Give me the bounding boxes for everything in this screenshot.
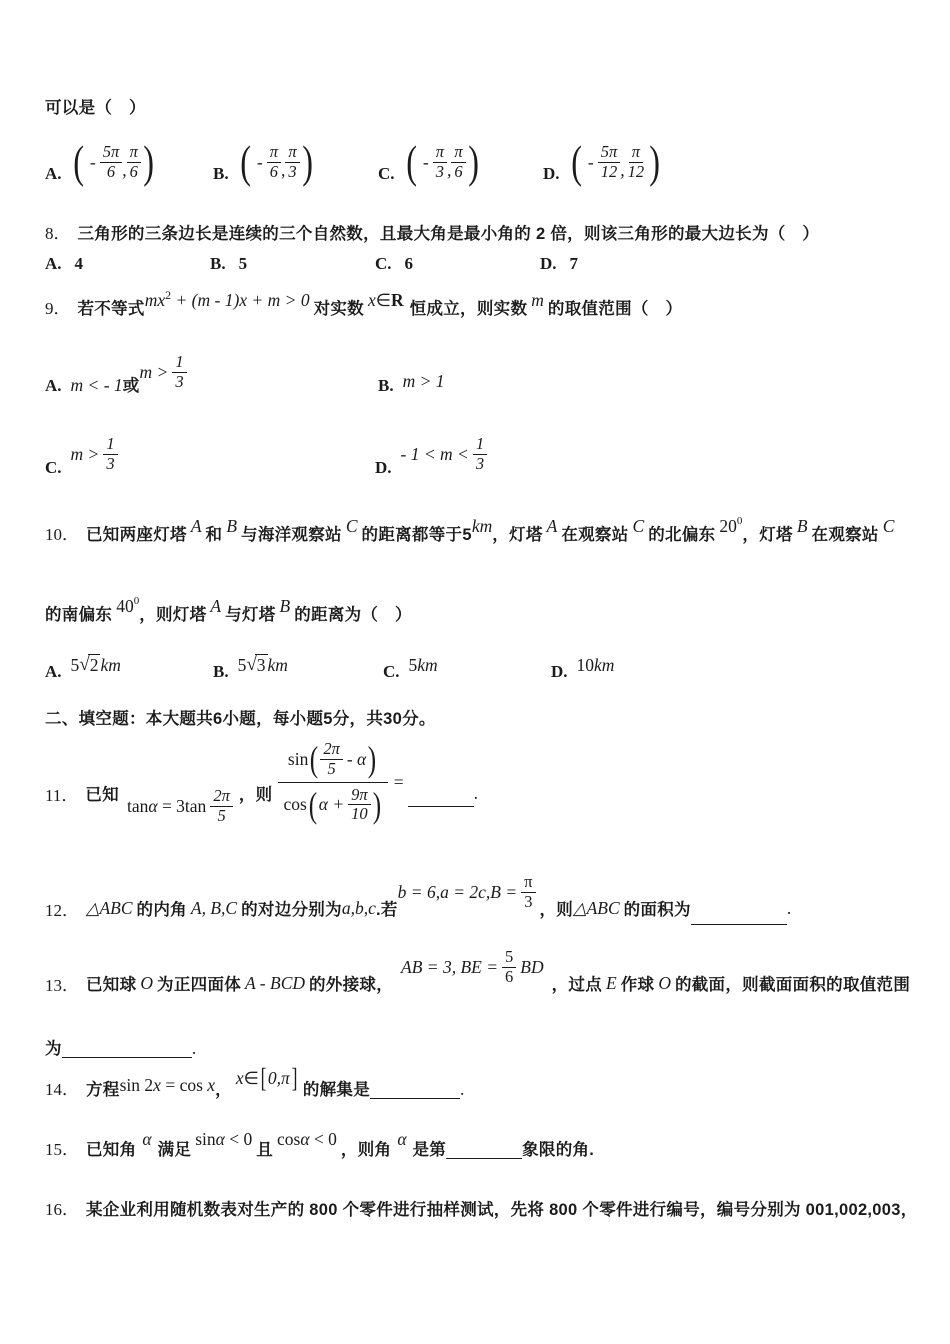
answer-blank xyxy=(408,790,474,807)
q15-text-2: 满足 xyxy=(157,1141,192,1159)
q16-stem-text: 某企业利用随机数表对生产的 800 个零件进行抽样测试，先将 800 个零件进行编号，编号分别为 001,002,003， xyxy=(86,1201,918,1219)
q13-text-4: ，过点 xyxy=(551,976,602,994)
option-letter: D. xyxy=(543,164,560,183)
lighthouse-a-var: A xyxy=(210,596,222,616)
option-a-part-2: m > $\frac{1}{3}$ xyxy=(140,353,187,392)
question-number: 10． xyxy=(45,525,79,544)
right-paren: ) xyxy=(368,739,377,780)
alpha-var: α xyxy=(142,1129,152,1149)
q8-stem xyxy=(45,219,819,244)
fraction: $\frac{1}{3}$ xyxy=(473,435,487,474)
q15-text-3: 且 xyxy=(256,1141,274,1159)
q8-stem-text: 三角形的三条边长是连续的三个自然数，且最大角是最小角的 2 倍，则该三角形的最大边长为（ ） xyxy=(77,225,820,243)
fraction: $\frac{2\pi}{5}$ xyxy=(210,787,233,826)
q10-text-13: 的距离为（ ） xyxy=(294,606,412,624)
alpha-var: α xyxy=(397,1129,407,1149)
q11-big-fraction xyxy=(278,740,387,825)
question-number: 16． xyxy=(45,1200,79,1219)
q10-text-6: 在观察站 xyxy=(561,526,629,544)
question-number: 14． xyxy=(45,1080,79,1099)
period: . xyxy=(786,897,792,918)
question-number: 11． xyxy=(45,785,79,805)
q14-equation: sin 2x = cos x xyxy=(119,1075,216,1095)
q12-text-1: 的内角 xyxy=(136,901,187,919)
fraction: $\frac{1}{3}$ xyxy=(103,435,117,474)
q10-text-3: 与海洋观察站 xyxy=(241,526,342,544)
fraction: $\frac{2\pi}{5}$ xyxy=(320,740,343,779)
q7-options-row xyxy=(45,134,662,190)
fraction: $\frac{1}{3}$ xyxy=(172,353,186,392)
q15-text-4: ，则角 xyxy=(340,1141,392,1159)
q10-option-a xyxy=(45,654,213,682)
q13-given-formula: AB = 3, BE = $\frac{5}{6}$ BD xyxy=(401,946,544,986)
fraction: $\frac{\pi}{6}$ xyxy=(451,143,465,182)
sqrt: √ 3 xyxy=(246,654,266,675)
km-unit: km xyxy=(471,516,493,536)
q10-stem-line-2 xyxy=(45,585,412,625)
q12-given-formula: b = 6,a = 2c,B = $\frac{\pi}{3}$ xyxy=(398,873,536,912)
left-paren: ( xyxy=(310,739,319,780)
q8-options-row xyxy=(45,254,587,274)
q9-stem-text-2: 对实数 xyxy=(313,300,364,318)
q10-text-11: ，则灯塔 xyxy=(139,606,207,624)
station-c-var: C xyxy=(345,516,358,536)
q10-option-d xyxy=(551,655,614,682)
comma: , xyxy=(122,159,127,180)
left-paren: ( xyxy=(405,136,417,187)
option-letter: C. xyxy=(45,458,62,477)
q14-text-1: 方程 xyxy=(86,1081,120,1099)
q10-text-4: 的距离都等于5 xyxy=(361,526,472,544)
station-c-var: C xyxy=(632,516,645,536)
q10-stem-line-1 xyxy=(45,505,894,545)
q16-stem xyxy=(45,1195,918,1220)
section-2-header xyxy=(45,705,436,729)
option-b-value: 5 √ 3 km xyxy=(237,654,288,675)
option-value: 5 xyxy=(238,254,248,273)
q7-stem-tail xyxy=(45,94,146,118)
left-paren: ( xyxy=(72,136,84,187)
lighthouse-a-var: A xyxy=(190,516,202,536)
option-letter: C. xyxy=(383,662,400,681)
q14-text-2: 的解集是 xyxy=(302,1081,371,1099)
minus-sign: - xyxy=(256,151,263,172)
big-fraction-numerator: sin ( $\frac{2\pi}{5}$ - α ) xyxy=(287,738,377,780)
q10-text-5: ，灯塔 xyxy=(492,526,543,544)
option-b-formula: m > 1 xyxy=(402,371,445,391)
q10-text-8: ，灯塔 xyxy=(742,526,793,544)
q14-comma: ， xyxy=(215,1081,232,1099)
fraction: $\frac{\pi}{6}$ xyxy=(127,143,141,182)
q15-text-1: 已知角 xyxy=(86,1141,137,1159)
option-a-value: 5 √ 2 km xyxy=(70,654,121,675)
q13-stem-line-2 xyxy=(45,1035,196,1059)
left-paren: ( xyxy=(308,784,317,825)
q12-text-5: 的面积为 xyxy=(623,901,691,919)
option-letter: A. xyxy=(45,376,62,395)
option-letter: A. xyxy=(45,164,62,183)
sqrt: √ 2 xyxy=(79,654,99,675)
q10-option-c xyxy=(383,655,551,682)
question-number: 9． xyxy=(45,299,71,318)
answer-blank xyxy=(62,1041,192,1058)
q7-option-a xyxy=(45,136,213,187)
sphere-o-var: O xyxy=(140,972,154,993)
option-letter: D. xyxy=(540,254,557,273)
point-e-var: E xyxy=(606,972,617,993)
right-paren: ) xyxy=(649,136,661,187)
right-paren: ) xyxy=(301,136,313,187)
lighthouse-b-var: B xyxy=(279,596,291,616)
q9-options-row-2 xyxy=(45,428,487,478)
q7-option-c xyxy=(378,136,543,187)
q12-text-3: .若 xyxy=(375,901,398,919)
q10-text-10: 的南偏东 xyxy=(45,606,113,624)
q13-text-6: 的截面，则截面面积的取值范围 xyxy=(674,976,911,994)
option-letter: D. xyxy=(375,458,392,477)
right-paren: ) xyxy=(143,136,154,187)
fraction: $\frac{5}{6}$ xyxy=(502,948,516,987)
question-number: 12． xyxy=(45,900,79,920)
q14-domain: x ∈ [ 0,π ] xyxy=(235,1063,298,1093)
big-fraction-denominator: cos ( α + $\frac{9\pi}{10}$ ) xyxy=(278,782,387,825)
q9-m-var: m xyxy=(531,290,544,310)
fraction: $\frac{\pi}{3}$ xyxy=(521,873,535,912)
fraction: $\frac{5\pi}{6}$ xyxy=(100,143,123,182)
comma: , xyxy=(446,159,452,180)
q9-stem-text-1: 若不等式 xyxy=(77,300,145,318)
q13-text-7: 为 xyxy=(45,1040,62,1058)
comma: , xyxy=(620,159,625,180)
q14-stem xyxy=(45,1063,465,1100)
q7-stem-text: 可以是（ ） xyxy=(45,99,146,117)
option-value: 4 xyxy=(74,254,84,273)
minus-sign: - xyxy=(89,151,96,172)
minus-sign: - xyxy=(587,151,594,172)
q10-options-row xyxy=(45,648,614,682)
q15-stem xyxy=(45,1122,594,1160)
section-2-title: 二、填空题：本大题共6小题，每小题5分，共30分。 xyxy=(45,710,436,728)
option-c-formula: m > $\frac{1}{3}$ xyxy=(71,435,118,474)
q8-option-c xyxy=(375,254,540,274)
period: . xyxy=(460,1079,465,1099)
radical-sign: √ xyxy=(79,654,90,675)
question-number: 15． xyxy=(45,1140,79,1159)
q13-stem-line-1 xyxy=(45,941,910,1003)
option-letter: B. xyxy=(210,254,226,273)
q9-inequality-formula: $mx^2 + (m - 1)x + m > 0$ xyxy=(144,288,310,310)
period: . xyxy=(191,1038,197,1058)
fraction: $\frac{\pi}{3}$ xyxy=(433,143,447,182)
option-value: 6 xyxy=(404,254,414,273)
option-letter: D. xyxy=(551,662,568,681)
option-letter: B. xyxy=(213,164,229,183)
option-letter: C. xyxy=(375,254,392,273)
option-d-formula: - 1 < m < $\frac{1}{3}$ xyxy=(401,435,488,474)
station-c-var: C xyxy=(882,516,895,536)
q12-text-4: ，则 xyxy=(539,901,574,919)
equals-sign: = xyxy=(393,771,404,792)
lighthouse-a-var: A xyxy=(546,516,558,536)
q12-stem xyxy=(45,864,791,930)
q10-text-2: 和 xyxy=(205,526,223,544)
sphere-o-var: O xyxy=(658,972,671,993)
left-paren: ( xyxy=(570,136,582,187)
q13-text-5: 作球 xyxy=(620,976,655,994)
answer-blank xyxy=(446,1142,522,1159)
answer-blank xyxy=(370,1082,460,1099)
option-letter: A. xyxy=(45,662,62,681)
option-letter: B. xyxy=(378,376,394,395)
q8-option-b xyxy=(210,254,375,274)
q9-stem xyxy=(45,285,682,319)
q11-given-formula: tanα = 3tan $\frac{2\pi}{5}$ xyxy=(127,787,233,826)
q9-options-row-1 xyxy=(45,344,445,396)
option-letter: B. xyxy=(213,662,229,681)
right-paren: ) xyxy=(467,136,479,187)
tetrahedron-abcd: A - BCD xyxy=(245,972,305,993)
fraction: $\frac{5\pi}{12}$ xyxy=(598,143,621,182)
q9-option-a xyxy=(45,353,378,396)
fraction: $\frac{\pi}{6}$ xyxy=(267,143,281,182)
q10-text-12: 与灯塔 xyxy=(225,606,276,624)
q10-option-b xyxy=(213,654,383,682)
q13-text-1: 已知球 xyxy=(86,976,137,994)
question-number: 13． xyxy=(45,975,79,995)
left-bracket: [ xyxy=(260,1063,267,1093)
q10-text-9: 在观察站 xyxy=(811,526,879,544)
option-c-value: 5 km xyxy=(408,655,438,675)
minus-sign: - xyxy=(422,151,429,172)
q10-text-7: 的北偏东 xyxy=(648,526,716,544)
triangle-abc: △ABC xyxy=(86,897,133,918)
triangle-abc: △ABC xyxy=(573,897,620,918)
q9-option-b xyxy=(378,371,445,396)
fraction: $\frac{\pi}{3}$ xyxy=(285,143,299,182)
q9-x-in-r: x∈R xyxy=(367,290,404,310)
question-number: 8． xyxy=(45,224,71,243)
fraction: $\frac{\pi}{12}$ xyxy=(627,141,645,181)
q15-text-5: 是第 xyxy=(412,1141,447,1159)
lighthouse-b-var: B xyxy=(796,516,808,536)
sin-condition: sinα < 0 xyxy=(195,1129,253,1149)
fraction: $\frac{9\pi}{10}$ xyxy=(348,786,371,825)
q11-text-1: 已知 xyxy=(85,786,119,804)
q13-text-3: 的外接球， xyxy=(309,976,393,994)
right-bracket: ] xyxy=(291,1063,298,1093)
bearing-20-deg: $20^0$ xyxy=(719,515,743,536)
q7-option-b xyxy=(213,136,378,187)
q11-text-2: ，则 xyxy=(238,786,273,804)
q15-text-6: 象限的角. xyxy=(522,1141,595,1159)
q8-option-a xyxy=(45,254,210,274)
answer-blank xyxy=(691,908,787,925)
cos-condition: cosα < 0 xyxy=(277,1129,337,1149)
option-d-value: 10 km xyxy=(576,655,615,675)
option-value: 7 xyxy=(569,254,579,273)
option-a-part-1: m < - 1 xyxy=(70,375,123,395)
bearing-40-deg: $40^0$ xyxy=(116,595,140,616)
lighthouse-b-var: B xyxy=(226,516,238,536)
left-paren: ( xyxy=(239,136,251,187)
option-letter: A. xyxy=(45,254,62,273)
option-letter: C. xyxy=(378,164,395,183)
q9-stem-text-4: 的取值范围（ ） xyxy=(547,300,683,318)
q12-text-2: 的对边分别为 xyxy=(241,901,342,919)
q8-option-d xyxy=(540,254,587,274)
right-paren: ) xyxy=(372,784,381,825)
comma: , xyxy=(281,159,286,180)
q10-text-1: 已知两座灯塔 xyxy=(86,526,187,544)
or-text: 或 xyxy=(122,377,140,395)
angles-abc: A, B,C xyxy=(190,897,238,918)
q9-option-c xyxy=(45,435,375,478)
period: . xyxy=(473,782,478,803)
radical-sign: √ xyxy=(246,654,257,675)
q7-option-d xyxy=(543,136,662,187)
sides-abc: a,b,c xyxy=(341,897,376,918)
q13-text-2: 为正四面体 xyxy=(157,976,242,994)
q11-stem xyxy=(45,731,478,833)
q9-stem-text-3: 恒成立，则实数 xyxy=(409,300,528,318)
q9-option-d xyxy=(375,435,487,478)
